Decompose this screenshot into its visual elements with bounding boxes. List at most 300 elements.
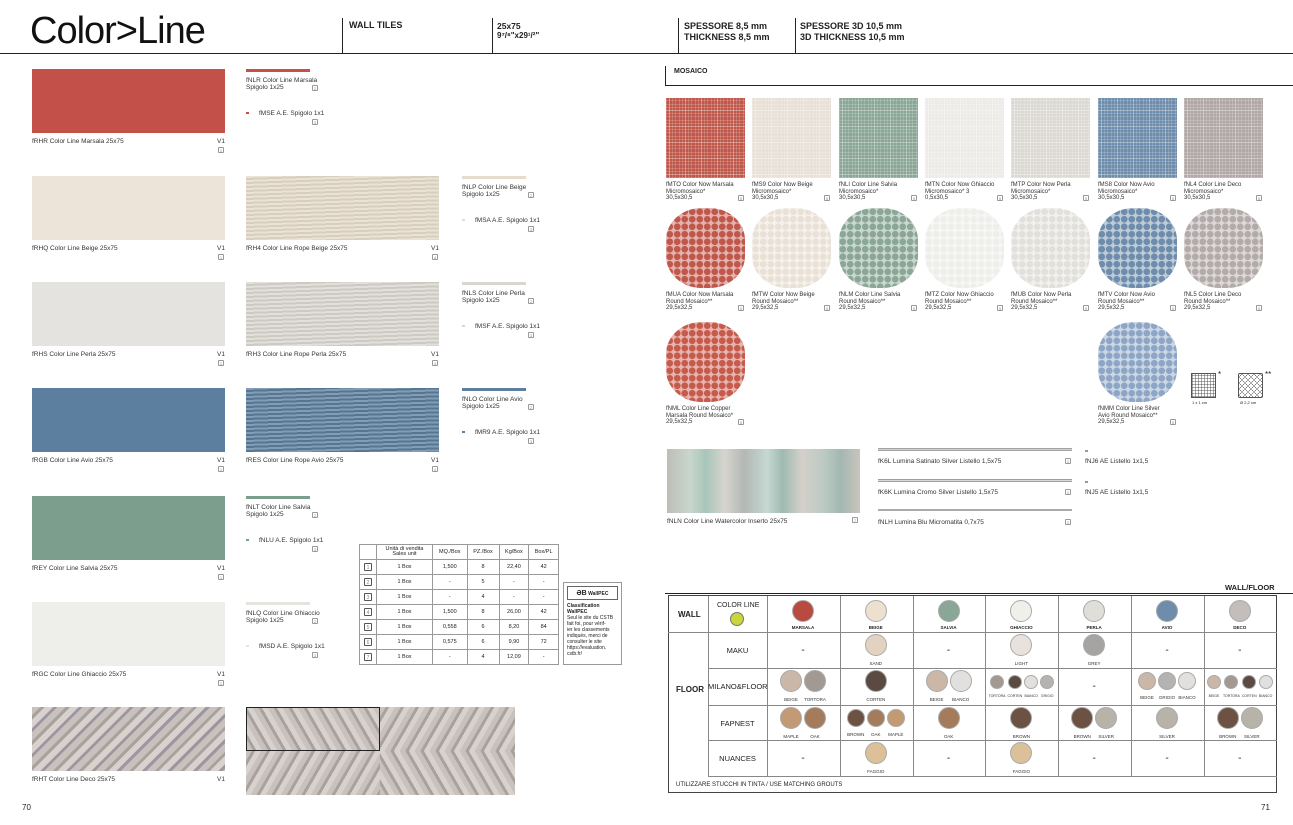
mosaic-type: Marsala Round Mosaico* xyxy=(666,412,734,419)
spigolo-code: fNLT Color Line Salvia xyxy=(246,504,311,511)
floor-swatch xyxy=(865,634,887,666)
deco-pattern-2 xyxy=(380,707,515,751)
floor-swatch-label: GRIGIO xyxy=(1040,693,1054,698)
floor-swatch xyxy=(780,670,802,702)
mosaic-code: fNLM Color Line Salvia xyxy=(839,292,901,298)
rope-version: V1 xyxy=(431,351,439,358)
floor-swatch-dot xyxy=(1156,707,1178,729)
wallpec-text xyxy=(567,615,618,657)
pack-ref-icon: 2 xyxy=(313,513,317,518)
floor-swatch-label: SAND xyxy=(869,661,883,666)
wall-tile xyxy=(32,602,225,666)
color-name: PERLA xyxy=(1086,625,1102,630)
page-number-right: 71 xyxy=(1261,803,1270,812)
pack-cell: 1 Box xyxy=(376,620,432,635)
floor-swatch-label: SILVER xyxy=(1243,734,1260,739)
pack-cell: 8 xyxy=(467,605,499,620)
listello-bar xyxy=(878,479,1072,482)
floor-cell xyxy=(1058,740,1130,776)
floor-swatch-dot xyxy=(1217,707,1239,729)
floor-cell xyxy=(840,705,912,741)
tile-code: fRHS Color Line Perla 25x75 xyxy=(32,351,116,358)
floor-swatch-label: SILVER xyxy=(1098,734,1115,739)
mosaic-type: Micromosaico* xyxy=(666,188,706,195)
floor-cell xyxy=(985,632,1057,668)
floor-swatch xyxy=(887,709,905,737)
floor-swatch-dot xyxy=(1024,675,1038,689)
floor-cell xyxy=(767,740,839,776)
floor-swatch-label: BIANCO xyxy=(1258,693,1273,698)
pack-cell: 6 xyxy=(467,620,499,635)
mosaic-size: 29,5x32,5 xyxy=(666,305,693,311)
pack-ref-icon: 2 xyxy=(529,193,533,198)
mosaic-size: 0,5x30,5 xyxy=(925,195,949,201)
floor-swatch-label: BIANCO xyxy=(1178,695,1196,700)
pack-header-unit: Unità di vendita Sales unit xyxy=(376,545,432,560)
mosaic-type: Avio Round Mosaico** xyxy=(1098,412,1158,419)
tile-code: fREY Color Line Salvia 25x75 xyxy=(32,565,118,572)
pack-ref-icon: 5 xyxy=(1171,196,1175,201)
spigolo-bar xyxy=(246,496,310,499)
mosaic-code: fMUA Color Now Marsala xyxy=(666,292,734,298)
pack-index: 7 xyxy=(360,650,377,665)
floor-cell xyxy=(913,668,985,704)
pack-cell: 8,20 xyxy=(499,620,529,635)
mosaic-size: 29,5x32,5 xyxy=(1184,305,1211,311)
floor-cell xyxy=(985,668,1057,704)
empty-cell: - xyxy=(801,752,805,764)
spigolo-code: fNLR Color Line Marsala xyxy=(246,77,318,84)
spigolo-code: fNLP Color Line Beige xyxy=(462,184,527,191)
floor-swatch-label: CORTEN xyxy=(1007,693,1023,698)
floor-cell xyxy=(1058,705,1130,741)
pack-ref-icon: 1 xyxy=(219,361,223,366)
spigolo-bar xyxy=(246,602,310,605)
mosaic-type: Round Mosaico** xyxy=(1098,298,1145,305)
spigolo-bar xyxy=(462,176,526,179)
pack-row xyxy=(360,620,559,635)
pack-ref-icon: 2 xyxy=(1066,459,1070,464)
floor-swatch xyxy=(1010,707,1032,739)
floor-swatch-dot xyxy=(887,709,905,727)
ae-code: fMSD A.E. Spigolo 1x1 xyxy=(259,643,325,650)
mosaic-code: fMTV Color Now Avio xyxy=(1098,292,1155,298)
listello-bar xyxy=(878,448,1072,451)
floor-swatch-label: LIGHT xyxy=(1014,661,1029,666)
empty-cell: - xyxy=(1165,644,1169,656)
floor-cell xyxy=(1058,632,1130,668)
inserto-code: fNLN Color Line Watercolor Inserto 25x75 xyxy=(667,518,788,525)
floor-swatch xyxy=(1217,707,1239,739)
floor-swatch-label: GRIGIO xyxy=(1158,695,1176,700)
deco-version: V1 xyxy=(217,776,225,783)
pack-header-mq: MQ./Box xyxy=(433,545,467,560)
mosaic-type: Round Mosaico** xyxy=(925,298,972,305)
floor-cell xyxy=(1131,668,1203,704)
size-label: 25x75 xyxy=(497,21,521,31)
watercolor-inserto-tile xyxy=(667,449,860,513)
floor-swatch xyxy=(989,675,1006,698)
wallpec-logo: ƏB WallPEC xyxy=(567,586,618,600)
colorline-label: COLOR LINE xyxy=(717,602,760,609)
floor-swatch-dot xyxy=(865,670,887,692)
pack-ref-icon: 2 xyxy=(529,299,533,304)
floor-swatch-label: OAK xyxy=(810,734,820,739)
mosaic-type: Round Mosaico** xyxy=(666,298,713,305)
floor-cell xyxy=(985,705,1057,741)
floor-swatch xyxy=(1158,672,1176,700)
floor-swatch xyxy=(865,670,887,702)
mosaic-type: Round Mosaico** xyxy=(752,298,799,305)
floor-swatch-dot xyxy=(1083,634,1105,656)
mosaic-tile xyxy=(752,208,831,288)
pack-row xyxy=(360,590,559,605)
color-swatch xyxy=(938,600,960,622)
floor-swatch-dot xyxy=(1071,707,1093,729)
wallpec-line: consulter le site xyxy=(567,639,602,645)
pack-ref-icon: 3 xyxy=(313,547,317,552)
floor-swatch xyxy=(1083,634,1105,666)
pack-ref-icon: 5 xyxy=(1257,196,1261,201)
floor-cell xyxy=(840,632,912,668)
color-swatch xyxy=(1229,600,1251,622)
section-mosaico: MOSAICO xyxy=(674,68,708,75)
pack-ref-icon: 2 xyxy=(313,619,317,624)
color-swatch xyxy=(792,600,814,622)
floor-swatch xyxy=(804,670,826,702)
wallpec-box xyxy=(563,582,622,665)
pack-cell: 1 Box xyxy=(376,590,432,605)
pack-cell: 22,40 xyxy=(499,560,529,575)
floor-swatch-dot xyxy=(1259,675,1273,689)
color-swatch xyxy=(1156,600,1178,622)
pack-cell: 0,575 xyxy=(433,635,467,650)
floor-swatch-label: BIANCO xyxy=(951,697,970,702)
pack-row xyxy=(360,560,559,575)
floor-swatch-dot xyxy=(1010,742,1032,764)
pack-ref-icon: 2 xyxy=(313,86,317,91)
spigolo-code: fNLQ Color Line Ghiaccio xyxy=(246,610,320,617)
floor-swatch xyxy=(1241,707,1263,739)
floor-swatch-dot xyxy=(1008,675,1022,689)
empty-cell: - xyxy=(946,752,951,764)
rope-version: V1 xyxy=(431,245,439,252)
ae-mark xyxy=(462,219,465,221)
mosaic-type: Round Mosaico** xyxy=(1011,298,1058,305)
floor-swatch-dot xyxy=(1095,707,1117,729)
thickness-it: SPESSORE 8,5 mm xyxy=(684,21,768,31)
floor-cell xyxy=(1204,740,1276,776)
wallfloor-title: WALL/FLOOR xyxy=(1225,583,1275,592)
pack-cell: 1,500 xyxy=(433,605,467,620)
pack-header-kg: Kg/Box xyxy=(499,545,529,560)
mosaic-tile xyxy=(666,322,745,402)
floor-swatch xyxy=(1178,672,1196,700)
pack-ref-icon: 4 xyxy=(433,361,437,366)
floor-cell xyxy=(767,705,839,741)
pack-ref-icon: 5 xyxy=(1171,420,1175,425)
floor-swatch xyxy=(1010,634,1032,666)
mosaic-code: fMTW Color Now Beige xyxy=(752,292,815,298)
floor-swatch-label: BROWN xyxy=(1073,734,1091,739)
floor-swatch xyxy=(1010,742,1032,774)
mosaic-tile xyxy=(925,208,1004,288)
floor-swatch-label: BIANCO xyxy=(1024,693,1038,698)
empty-cell: - xyxy=(1092,752,1096,764)
floor-cell xyxy=(1204,668,1276,704)
pack-cell: 1,500 xyxy=(433,560,467,575)
mosaic-tile xyxy=(839,98,918,178)
wall-label: WALL xyxy=(678,610,701,619)
pack-row xyxy=(360,575,559,590)
pack-ref-icon: 1 xyxy=(219,255,223,260)
mosaic-size: 30,5x30,5 xyxy=(1011,195,1038,201)
page-number-left: 70 xyxy=(22,803,31,812)
floor-cell xyxy=(1131,632,1203,668)
pack-ref-icon: 5 xyxy=(912,196,916,201)
floor-cell xyxy=(1131,740,1203,776)
wall-tile xyxy=(32,69,225,133)
floor-swatch-dot xyxy=(1010,707,1032,729)
floor-swatch xyxy=(1138,672,1156,700)
thickness-en: THICKNESS 8,5 mm xyxy=(684,32,770,42)
mosaic-tile xyxy=(839,208,918,288)
floor-swatch-dot xyxy=(847,709,865,727)
mosaic-size: 30,5x30,5 xyxy=(1184,195,1211,201)
ae-code: fMR9 A.E. Spigolo 1x1 xyxy=(475,429,541,436)
tile-code: fRGB Color Line Avio 25x75 xyxy=(32,457,113,464)
mosaic-tile xyxy=(1011,208,1090,288)
spigolo-bar xyxy=(462,282,526,285)
pack-cell: 84 xyxy=(529,620,559,635)
rope-code: fRH3 Color Line Rope Perla 25x75 xyxy=(246,351,347,358)
mosaic-tile xyxy=(1098,208,1177,288)
pack-cell: - xyxy=(499,590,529,605)
thickness3d-it: SPESSORE 3D 10,5 mm xyxy=(800,21,903,31)
mosaic-size: 29,5x32,5 xyxy=(1098,419,1125,425)
spigolo-size: Spigolo 1x25 xyxy=(246,511,284,518)
floor-swatch xyxy=(804,707,826,739)
legend-2-mark: ** xyxy=(1265,370,1272,379)
tile-code: fRGC Color Line Ghiaccio 25x75 xyxy=(32,671,127,678)
deco-pattern-1 xyxy=(246,707,380,751)
pack-index: 5 xyxy=(360,620,377,635)
floor-cell xyxy=(840,668,912,704)
ae-listello-code: fNJ6 AE Listello 1x1,5 xyxy=(1085,458,1149,465)
pack-ref-icon: 3 xyxy=(529,439,533,444)
floor-swatch-label: BROWN xyxy=(847,732,865,737)
color-name: MARSALA xyxy=(791,625,815,630)
floor-swatch-label: BEIGE xyxy=(1140,695,1154,700)
floor-swatch-dot xyxy=(1241,707,1263,729)
pack-ref-icon: 5 xyxy=(1257,306,1261,311)
pack-ref-icon: 5 xyxy=(825,306,829,311)
listello-bar xyxy=(878,509,1072,511)
legend-round-icon xyxy=(1238,373,1263,398)
floor-cell xyxy=(913,740,985,776)
pack-ref-icon: 5 xyxy=(1084,306,1088,311)
mosaic-code: fMUB Color Now Perla xyxy=(1011,292,1072,298)
pack-ref-icon: 5 xyxy=(825,196,829,201)
floor-swatch-dot xyxy=(1158,672,1176,690)
floor-swatch-label: FAGGIO xyxy=(867,769,885,774)
floor-collection-name: FAPNEST xyxy=(720,719,755,728)
color-swatch xyxy=(865,600,887,622)
tile-code: fRHQ Color Line Beige 25x75 xyxy=(32,245,118,252)
floor-cell xyxy=(1204,705,1276,741)
wallpec-title: Classification WallPEC xyxy=(567,603,600,615)
floor-swatch-dot xyxy=(926,670,948,692)
ae-code: fMSA A.E. Spigolo 1x1 xyxy=(475,217,541,224)
floor-swatch-label: TORTORA xyxy=(1222,693,1240,698)
pack-cell: 0,558 xyxy=(433,620,467,635)
tile-version: V1 xyxy=(217,671,225,678)
pack-cell: 6 xyxy=(467,635,499,650)
floor-swatch-dot xyxy=(1138,672,1156,690)
mosaic-tile xyxy=(1098,322,1177,402)
floor-swatch-label: BEIGE xyxy=(784,697,798,702)
pack-ref-icon: 1 xyxy=(219,148,223,153)
empty-cell: - xyxy=(946,644,951,656)
floor-cell xyxy=(1204,632,1276,668)
floor-swatch-dot xyxy=(804,670,826,692)
mosaic-code: fMTN Color Now Ghiaccio xyxy=(925,182,995,188)
mosaic-code: fNMM Color Line Silver xyxy=(1098,406,1160,412)
pack-row xyxy=(360,635,559,650)
pack-cell: 8 xyxy=(467,560,499,575)
empty-cell: - xyxy=(1165,752,1169,764)
color-name: AVIO xyxy=(1161,625,1173,630)
floor-swatch xyxy=(1071,707,1093,739)
spigolo-size: Spigolo 1x25 xyxy=(462,191,500,198)
pack-ref-icon: 5 xyxy=(998,196,1002,201)
floor-swatch-dot xyxy=(1224,675,1238,689)
spigolo-bar xyxy=(462,388,526,391)
color-name: SALVIA xyxy=(940,625,957,630)
mosaic-type: Micromosaico* xyxy=(1184,188,1224,195)
pack-index: 1 xyxy=(360,560,377,575)
listello-code: fK6L Lumina Satinato Silver Listello 1,5x75 xyxy=(878,458,1002,465)
wall-tile xyxy=(32,388,225,452)
floor-swatch xyxy=(1007,675,1022,698)
color-name: GHIACCIO xyxy=(1010,625,1033,630)
mosaic-type: Round Mosaico** xyxy=(1184,298,1231,305)
deco-pattern-4 xyxy=(380,751,515,795)
floor-swatch-dot xyxy=(1242,675,1256,689)
pack-ref-icon: 5 xyxy=(1084,196,1088,201)
floor-collection-name: MILANO&FLOOR xyxy=(708,682,768,691)
pack-row xyxy=(360,605,559,620)
floor-swatch xyxy=(847,709,865,737)
rope-tile xyxy=(246,282,439,346)
pack-index: 3 xyxy=(360,590,377,605)
floor-swatch-dot xyxy=(950,670,972,692)
pack-cell: 12,09 xyxy=(499,650,529,665)
floor-swatch-dot xyxy=(938,707,960,729)
floor-cell xyxy=(1058,668,1130,704)
floor-collection-name: NUANCES xyxy=(719,754,756,763)
mosaic-code: fNML Color Line Copper xyxy=(666,406,731,412)
mosaic-tile xyxy=(1011,98,1090,178)
floor-swatch xyxy=(926,670,948,702)
floor-swatch-label: TORTORA xyxy=(804,697,826,702)
legend-1-sub: 1 x 1 cm xyxy=(1192,400,1208,405)
floor-swatch-label: TORTORA xyxy=(988,693,1006,698)
floor-cell xyxy=(840,740,912,776)
floor-swatch xyxy=(1259,675,1273,698)
mosaic-type: Micromosaico* xyxy=(1011,188,1051,195)
pack-cell: 5 xyxy=(467,575,499,590)
floor-swatch xyxy=(950,670,972,702)
floor-swatch-label: MAPLE xyxy=(783,734,799,739)
spigolo-code: fNLS Color Line Perla xyxy=(462,290,525,297)
floor-swatch-label: SILVER xyxy=(1159,734,1175,739)
floor-swatch-dot xyxy=(1178,672,1196,690)
mosaic-code: fNL4 Color Line Deco xyxy=(1184,182,1242,188)
mosaic-size: 29,5x32,5 xyxy=(1011,305,1038,311)
floor-swatch-dot xyxy=(1010,634,1032,656)
rope-tile xyxy=(246,176,439,240)
spigolo-bar xyxy=(246,69,310,72)
floor-swatch-label: BEIGE xyxy=(1208,693,1220,698)
pack-cell: 4 xyxy=(467,590,499,605)
pack-ref-icon: 3 xyxy=(313,653,317,658)
pack-cell: - xyxy=(529,575,559,590)
spigolo-code: fNLO Color Line Avio xyxy=(462,396,523,403)
pack-header-pz: PZ./Box xyxy=(467,545,499,560)
floor-cell xyxy=(767,668,839,704)
floor-swatch-dot xyxy=(1040,675,1054,689)
empty-cell: - xyxy=(801,644,805,656)
color-name: BEIGE xyxy=(868,625,883,630)
wallpec-line: Seul le site du CSTB xyxy=(567,615,614,621)
legend-grid-icon xyxy=(1191,373,1216,398)
tile-version: V1 xyxy=(217,457,225,464)
size-inch-label: 9⁷/⁸"x29¹/²" xyxy=(497,31,540,40)
floor-swatch xyxy=(1242,675,1257,698)
pack-ref-icon: 5 xyxy=(998,306,1002,311)
pack-cell: 26,00 xyxy=(499,605,529,620)
rope-code: fRH4 Color Line Rope Beige 25x75 xyxy=(246,245,348,252)
pack-index: 4 xyxy=(360,605,377,620)
pack-cell: - xyxy=(499,575,529,590)
pack-ref-icon: 7 xyxy=(853,518,857,523)
ae-mark xyxy=(462,431,465,433)
floor-swatch xyxy=(1156,707,1178,739)
floor-swatch xyxy=(867,709,885,737)
listello-code: fK6K Lumina Cromo Silver Listello 1,5x75 xyxy=(878,489,998,496)
pack-ref-icon: 1 xyxy=(219,681,223,686)
mosaic-code: fMS8 Color Now Avio xyxy=(1098,182,1155,188)
wall-tile xyxy=(32,282,225,346)
mosaic-code: fMTZ Color Now Ghiaccio xyxy=(925,292,994,298)
ae-mark xyxy=(1085,450,1088,452)
mosaic-size: 29,5x32,5 xyxy=(752,305,779,311)
mosaic-tile xyxy=(1184,98,1263,178)
brand-title: Color>Line xyxy=(30,10,205,52)
floor-cell xyxy=(1131,705,1203,741)
floor-swatch-label: BROWN xyxy=(1012,734,1031,739)
mosaic-size: 30,5x30,5 xyxy=(839,195,866,201)
mosaic-tile xyxy=(666,98,745,178)
floor-swatch-label: GREY xyxy=(1087,661,1101,666)
floor-swatch-label: CORTEN xyxy=(1241,693,1257,698)
ae-mark xyxy=(246,539,249,541)
ae-mark xyxy=(1085,481,1088,483)
rope-code: fRES Color Line Rope Avio 25x75 xyxy=(246,457,344,464)
wallpec-line: ier les classements xyxy=(567,627,610,633)
floor-swatch-label: FAGGIO xyxy=(1012,769,1031,774)
